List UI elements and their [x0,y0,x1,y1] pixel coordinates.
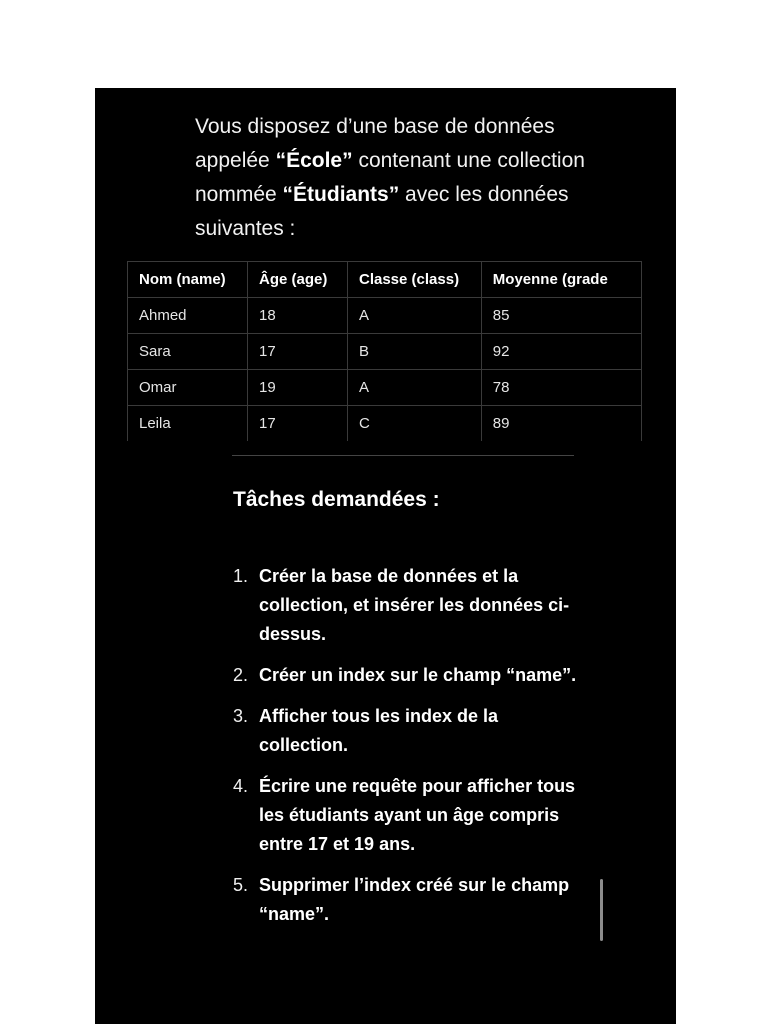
students-table [127,261,642,441]
cell-age: 18 [248,298,348,334]
intro-paragraph [195,110,615,246]
task-item [233,772,583,859]
table-row [128,406,642,442]
cell-age: 17 [248,334,348,370]
task-number: 4. [233,776,249,796]
cell-class: A [348,370,482,406]
task-text: Afficher tous les index de la collection. [259,706,499,755]
task-text: Supprimer l’index créé sur le champ “name”. [259,875,570,924]
scrollbar[interactable] [600,879,603,941]
table-row [128,298,642,334]
intro-text: contenant une collection nommée [195,149,585,206]
column-header-name: Nom (name) [128,262,248,298]
column-header-grade: Moyenne (grade [481,262,641,298]
database-name: “École” [275,149,353,172]
task-number: 3. [233,706,249,726]
cell-age: 17 [248,406,348,442]
collection-name: “Étudiants” [282,183,400,206]
task-text: Écrire une requête pour afficher tous les étudiants ayant un âge compris entre 17 et 19 ans. [259,776,576,854]
cell-name: Sara [128,334,248,370]
section-divider [232,455,574,456]
cell-class: C [348,406,482,442]
task-number: 5. [233,875,249,895]
task-item [233,661,583,690]
column-header-age: Âge (age) [248,262,348,298]
intro-text: avec les données suivantes : [195,183,569,240]
students-table-container[interactable] [127,261,642,441]
column-header-class: Classe (class) [348,262,482,298]
tasks-list [233,562,583,941]
cell-class: A [348,298,482,334]
task-item [233,702,583,760]
task-number: 1. [233,566,249,586]
cell-grade: 89 [481,406,641,442]
cell-name: Ahmed [128,298,248,334]
task-item [233,562,583,649]
cell-age: 19 [248,370,348,406]
intro-text: Vous disposez d’une base de données appelée [195,115,555,172]
task-number: 2. [233,665,249,685]
cell-class: B [348,334,482,370]
cell-grade: 92 [481,334,641,370]
tasks-heading: Tâches demandées : [233,488,440,511]
task-item [233,871,583,929]
content-panel [95,88,676,1024]
cell-grade: 78 [481,370,641,406]
table-row [128,334,642,370]
cell-name: Omar [128,370,248,406]
task-text: Créer un index sur le champ “name”. [259,665,577,685]
table-row [128,370,642,406]
cell-grade: 85 [481,298,641,334]
task-text: Créer la base de données et la collection, et insérer les données ci-dessus. [259,566,570,644]
cell-name: Leila [128,406,248,442]
table-header-row [128,262,642,298]
